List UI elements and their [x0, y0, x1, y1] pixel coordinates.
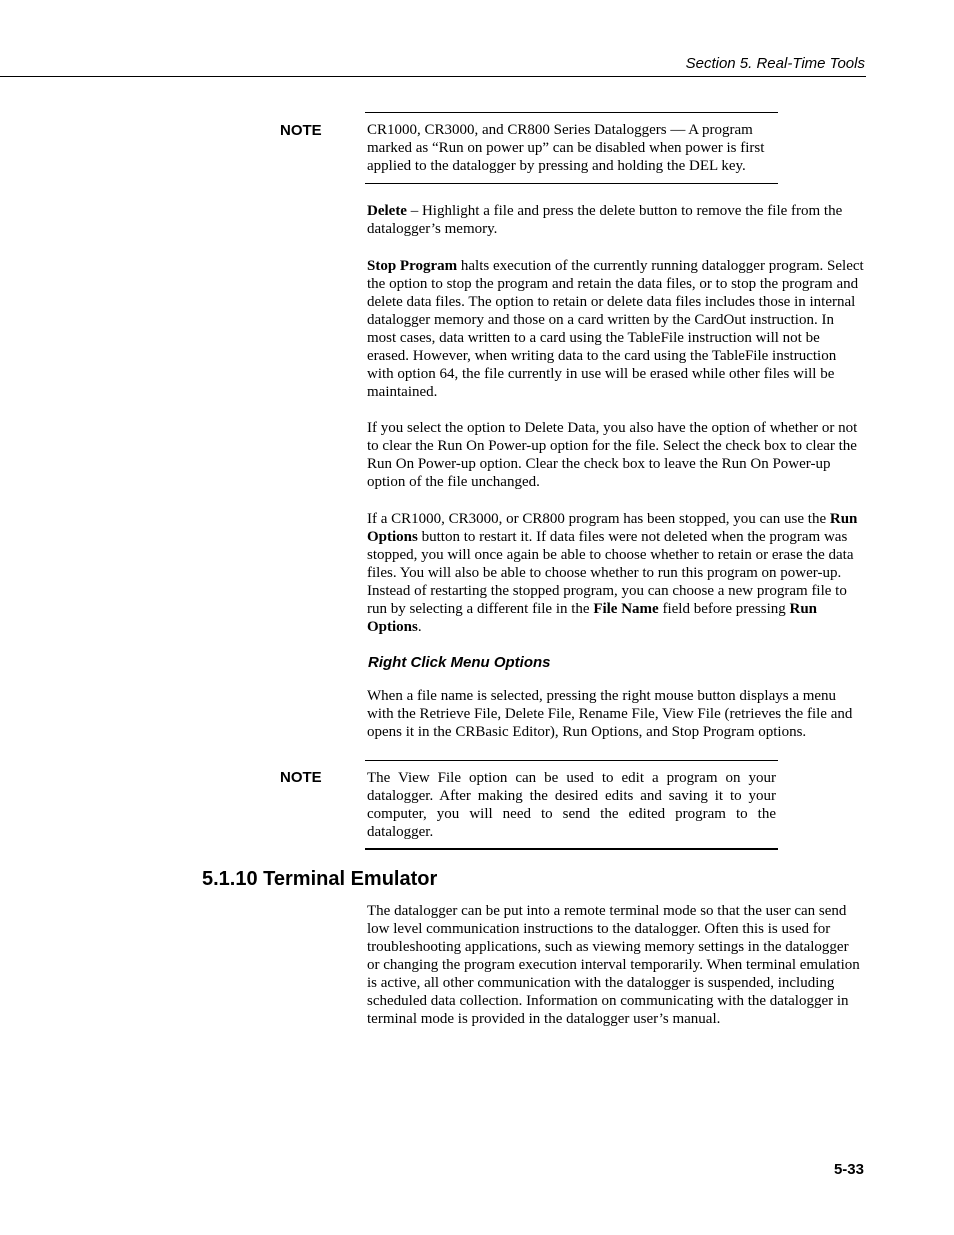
delete-term: Delete: [367, 203, 407, 219]
note2-top-rule: [365, 760, 778, 761]
header-rule: [0, 76, 866, 77]
right-click-heading: Right Click Menu Options: [368, 654, 551, 671]
note1-label: NOTE: [280, 122, 322, 139]
run-options-bold-2: Run Options: [367, 601, 818, 635]
stop-program-text: halts execution of the currently running datalogger program. Select the option to stop the program and retain the data files, or to stop the program and delete data files. The option to retain or delete data files includes those in internal datalogger memory and those on a card written by the CardOut instruction. In most cases, data written to a card using the TableFile instruction will not be erased. However, when writing data to the card using the TableFile instruction with option 64, the file currently in use will be erased while other files will be maintained.: [367, 258, 864, 400]
file-name-bold: File Name: [593, 601, 659, 617]
stop-program-paragraph: [367, 257, 864, 401]
terminal-emulator-heading: 5.1.10 Terminal Emulator: [202, 868, 438, 890]
run-options-text-3: field before pressing: [658, 601, 790, 617]
run-options-paragraph: [367, 510, 864, 636]
run-options-text-1: If a CR1000, CR3000, or CR800 program has been stopped, you can use the: [367, 511, 830, 527]
delete-text: – Highlight a file and press the delete button to remove the file from the datalogger’s memory.: [367, 203, 843, 237]
page-number: 5-33: [833, 1161, 864, 1178]
run-options-text-2: button to restart it. If data files were not deleted when the program was stopped, you will once again be able to choose whether to retain or erase the data files. You will also be able to choose whether to run this program on power-up. Instead of restarting the stopped program, you can choose a new program file to run by selecting a different file in the: [367, 529, 854, 617]
run-options-text-4: .: [417, 619, 422, 635]
note1-top-rule: [365, 112, 778, 113]
note1-bottom-rule: [365, 183, 778, 184]
note1-text: CR1000, CR3000, and CR800 Series Dataloggers — A program marked as “Run on power up” can be disabled when power is first applied to the datalogger by pressing and holding the DEL key.: [367, 122, 765, 174]
terminal-emulator-paragraph: The datalogger can be put into a remote terminal mode so that the user can send low level communication instructions to the datalogger. Often this is used for troubleshooting applications, such as viewing memory settings in the datalogger or changing the program execution interval temporarily. When terminal emulation is active, all other communication with the datalogger is suspended, including scheduled data collection. Information on communicating with the datalogger in terminal mode is provided in the datalogger user’s manual.: [367, 903, 860, 1027]
running-header: Section 5. Real-Time Tools: [685, 55, 865, 72]
delete-paragraph: [367, 202, 864, 238]
note2-text: The View File option can be used to edit a program on your datalogger. After making the desired edits and saving it to your computer, you will need to send the edited program to the datalogger.: [367, 770, 776, 840]
stop-program-term: Stop Program: [367, 258, 458, 274]
delete-data-paragraph: If you select the option to Delete Data, you also have the option of whether or not to clear the Run On Power-up option for the file. Select the check box to clear the Run On Power-up option. Clear the check box to leave the Run On Power-up option of the file unchanged.: [367, 420, 858, 490]
note2-label: NOTE: [280, 769, 322, 786]
right-click-paragraph: When a file name is selected, pressing the right mouse button displays a menu with the Retrieve File, Delete File, Rename File, View File (retrieves the file and opens it in the CRBasic Editor), Run Options, and Stop Program options.: [367, 688, 853, 740]
run-options-bold-1: Run Options: [367, 511, 858, 545]
note2-bottom-rule: [365, 848, 778, 850]
